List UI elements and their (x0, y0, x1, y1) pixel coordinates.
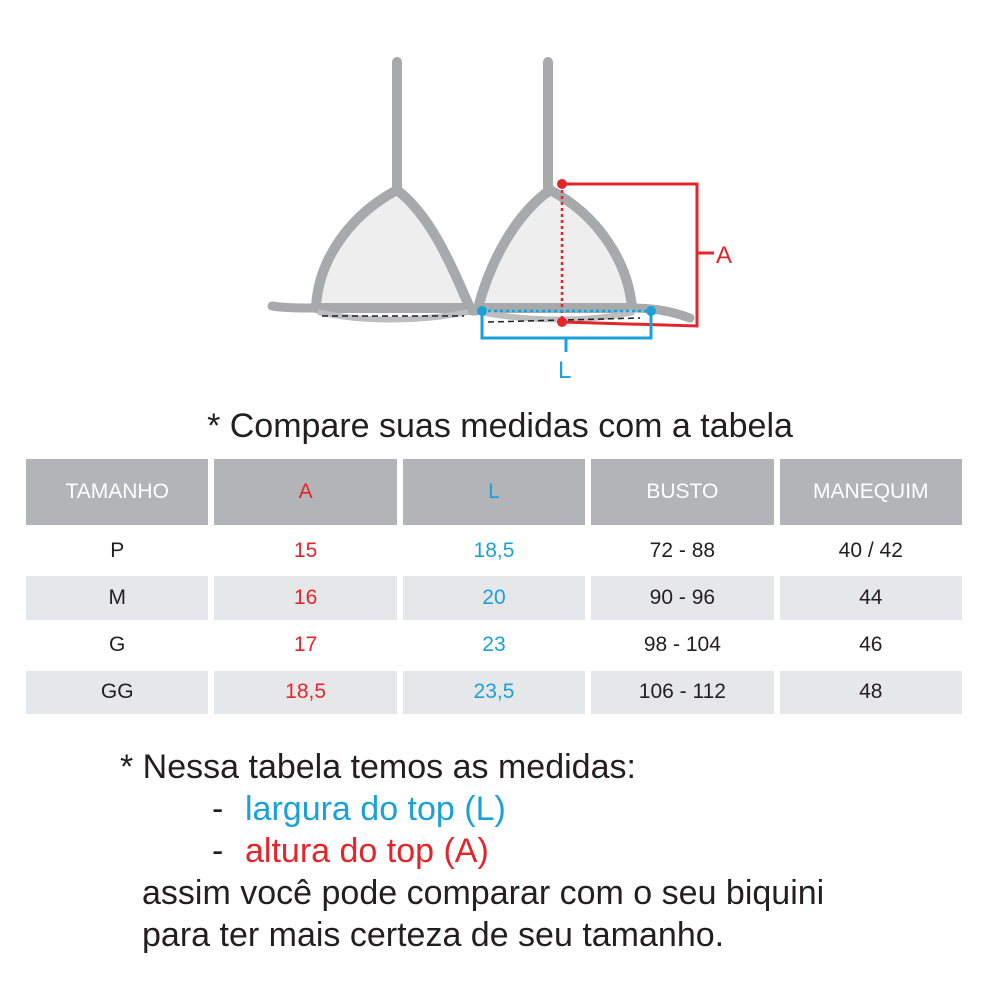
note-height-a: altura do top (A) (245, 832, 489, 870)
cell-manequim: 48 (780, 671, 962, 714)
header-busto: BUSTO (591, 459, 773, 525)
compare-heading: * Compare suas medidas com a tabela (207, 407, 793, 445)
cell-busto: 98 - 104 (591, 624, 773, 667)
table-row (26, 529, 962, 572)
size-table (20, 455, 968, 718)
cell-a: 17 (214, 624, 396, 667)
cell-a: 16 (214, 576, 396, 619)
right-tie (632, 308, 690, 318)
cell-l: 18,5 (403, 529, 585, 572)
note-dash-a: - (212, 832, 224, 870)
notes-line2: para ter mais certeza de seu tamanho. (142, 916, 725, 954)
cell-manequim: 44 (780, 576, 962, 619)
header-tamanho: TAMANHO (26, 459, 208, 525)
header-a: A (214, 459, 396, 525)
cell-busto: 72 - 88 (591, 529, 773, 572)
right-cup (478, 190, 632, 308)
table-row (26, 671, 962, 714)
label-a: A (716, 242, 733, 269)
table-row (26, 576, 962, 619)
notes-line1: assim você pode comparar com o seu biquini (142, 874, 825, 912)
cell-busto: 90 - 96 (591, 576, 773, 619)
cell-a: 15 (214, 529, 396, 572)
cell-busto: 106 - 112 (591, 671, 773, 714)
label-l: L (558, 357, 572, 384)
table-header-row (26, 459, 962, 525)
cell-size: M (26, 576, 208, 619)
cell-size: G (26, 624, 208, 667)
header-l: L (403, 459, 585, 525)
header-manequim: MANEQUIM (780, 459, 962, 525)
cell-manequim: 46 (780, 624, 962, 667)
cell-a: 18,5 (214, 671, 396, 714)
cell-size: P (26, 529, 208, 572)
note-dash-l: - (212, 790, 224, 828)
notes-intro: * Nessa tabela temos as medidas: (120, 748, 636, 786)
cell-l: 20 (403, 576, 585, 619)
left-cup (316, 190, 470, 308)
cell-l: 23 (403, 624, 585, 667)
bikini-top-diagram (0, 0, 1000, 400)
cell-manequim: 40 / 42 (780, 529, 962, 572)
left-tie (272, 306, 316, 308)
cell-l: 23,5 (403, 671, 585, 714)
cell-size: GG (26, 671, 208, 714)
table-row (26, 624, 962, 667)
note-width-l: largura do top (L) (245, 790, 506, 828)
